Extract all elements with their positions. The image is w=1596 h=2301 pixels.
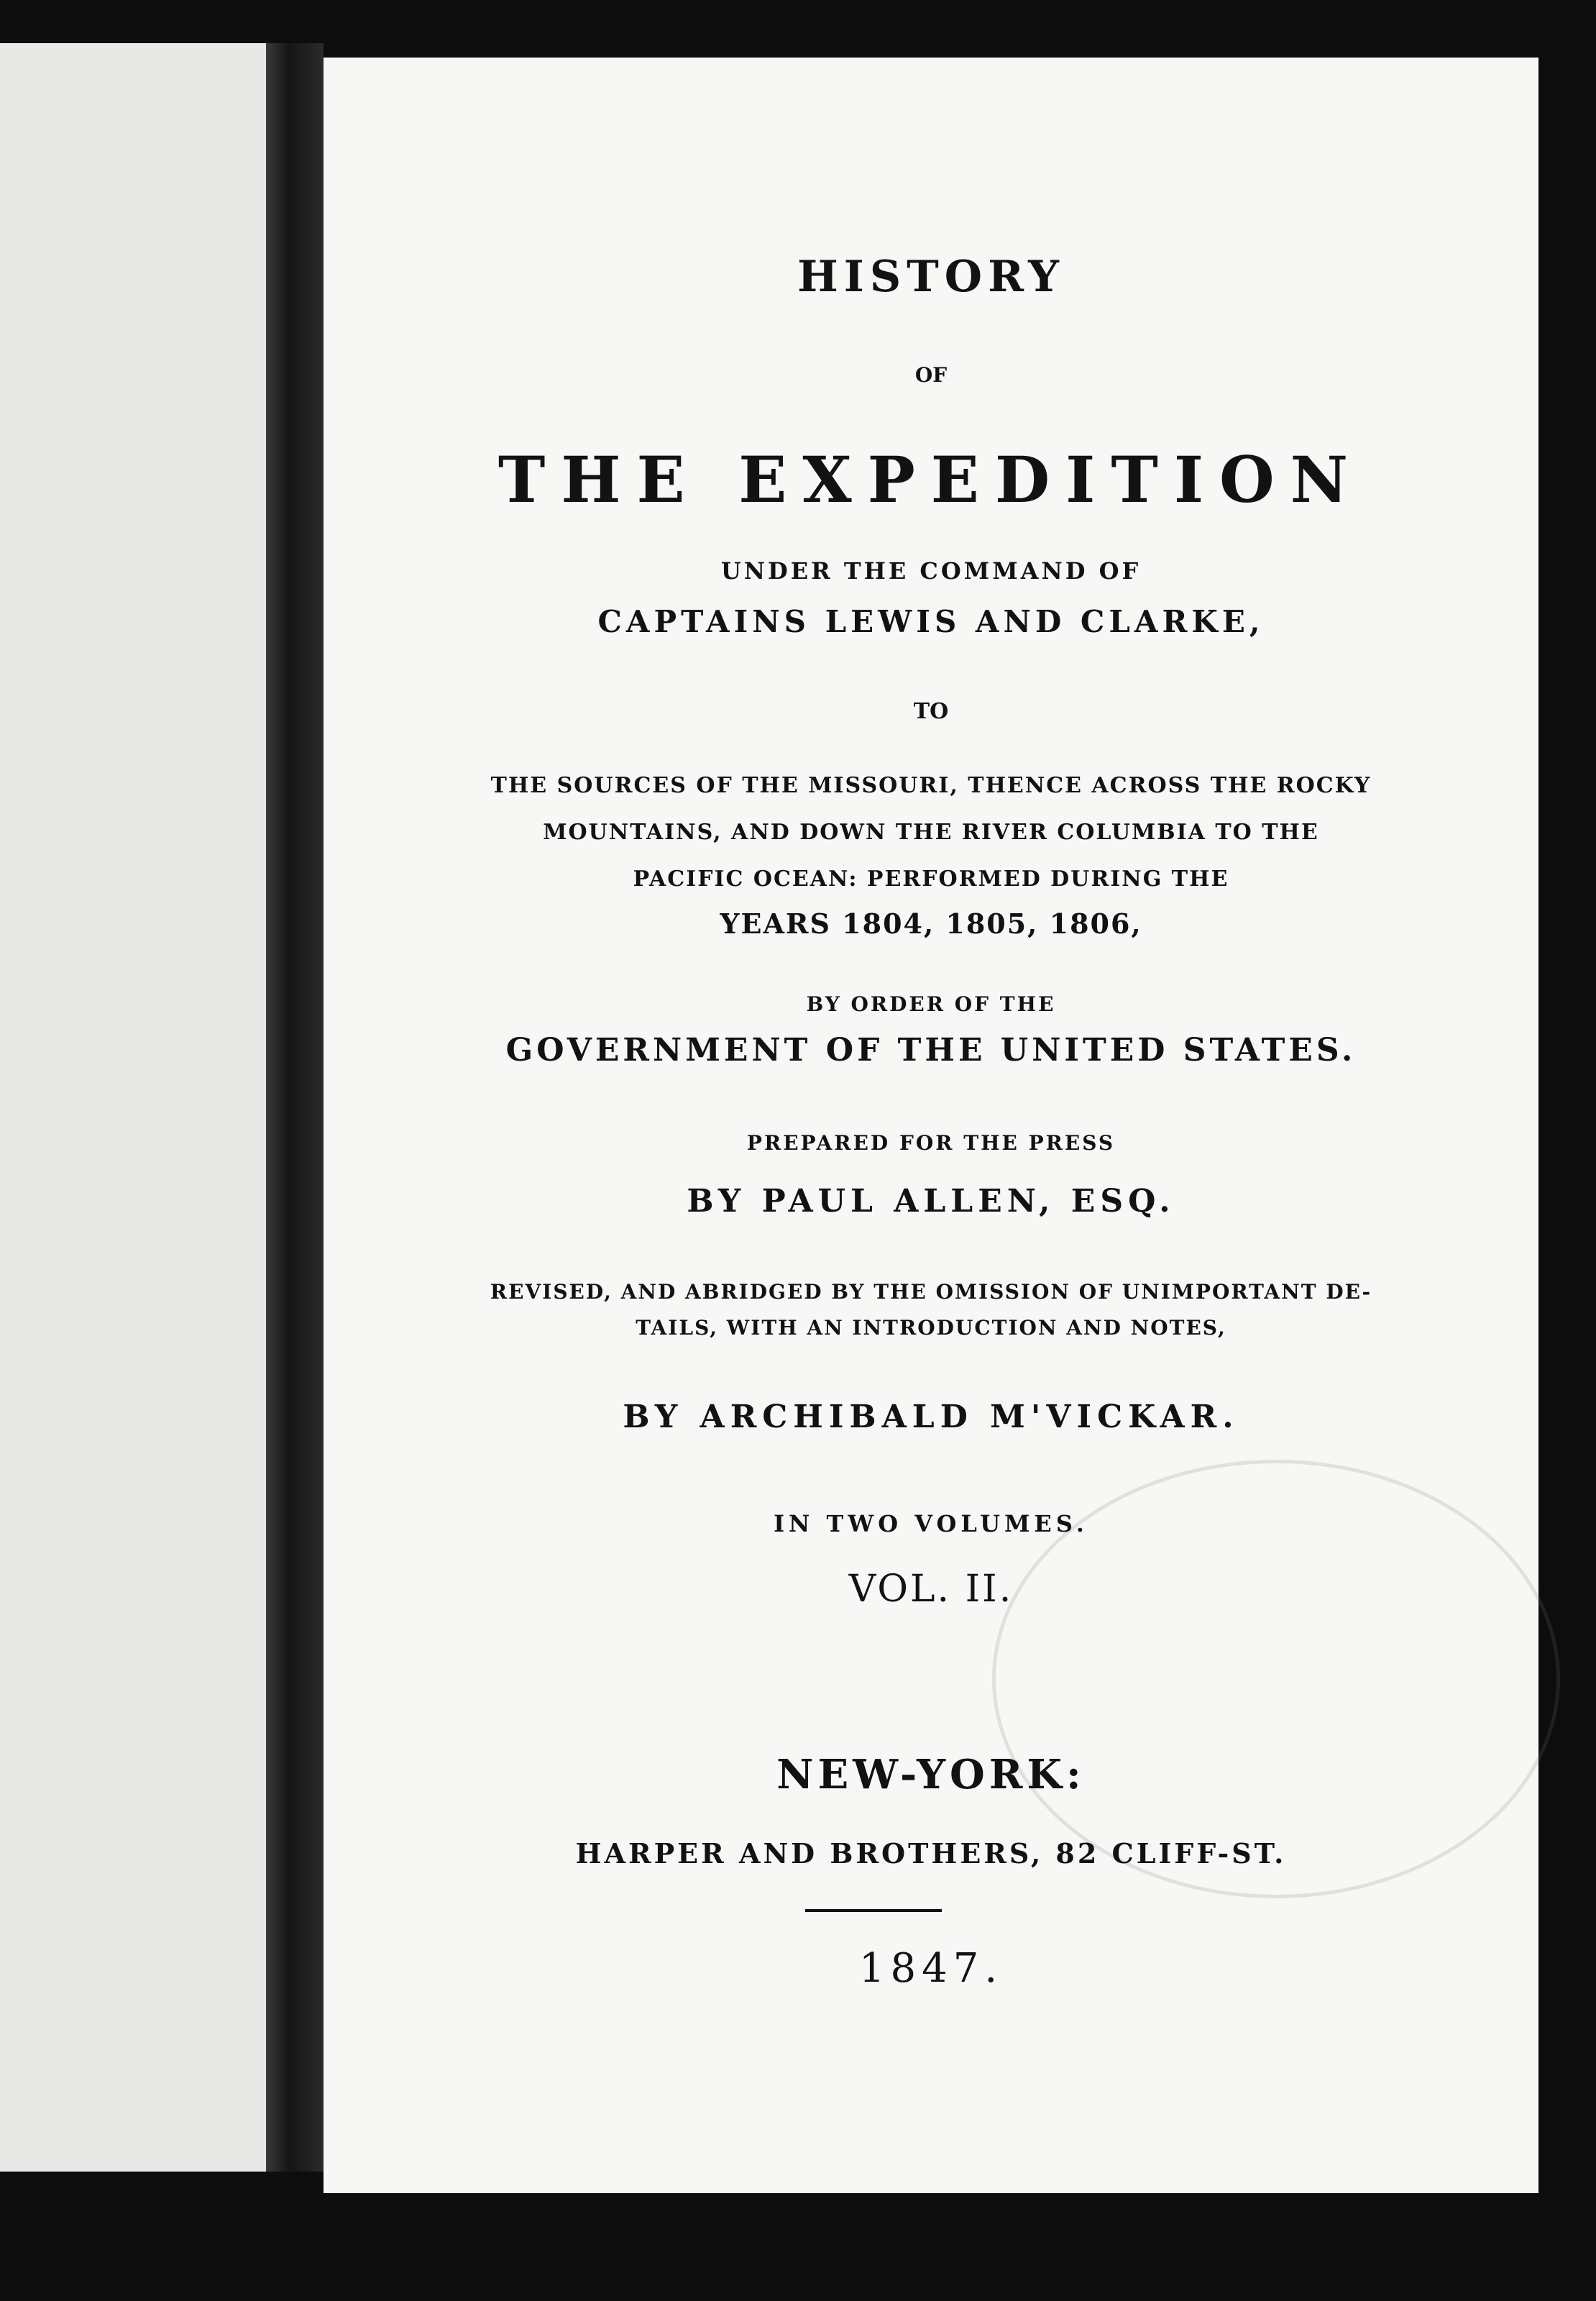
- place-line: NEW-YORK:: [776, 1751, 1086, 1798]
- prepared-line: PREPARED FOR THE PRESS: [746, 1131, 1116, 1155]
- subtitle-command: UNDER THE COMMAND OF: [720, 557, 1142, 585]
- paul-allen-line: BY PAUL ALLEN, ESQ.: [687, 1183, 1175, 1220]
- volumes-line: IN TWO VOLUMES.: [774, 1510, 1088, 1537]
- description-line-2: MOUNTAINS, AND DOWN THE RIVER COLUMBIA TO THE: [543, 820, 1319, 845]
- volume-number: VOL. II.: [848, 1568, 1014, 1611]
- title-main: THE EXPEDITION: [497, 442, 1365, 517]
- description-line-1: THE SOURCES OF THE MISSOURI, THENCE ACROSS THE ROCKY: [490, 773, 1372, 798]
- description-line-4: YEARS 1804, 1805, 1806,: [720, 907, 1142, 940]
- title-history: HISTORY: [797, 252, 1065, 302]
- mvickar-line: BY ARCHIBALD M'VICKAR.: [623, 1399, 1239, 1435]
- year-line: 1847.: [858, 1945, 1004, 1992]
- description-line-3: PACIFIC OCEAN: PERFORMED DURING THE: [633, 866, 1229, 892]
- divider-rule: [805, 1909, 942, 1912]
- publisher-line: HARPER AND BROTHERS, 82 CLIFF-ST.: [575, 1837, 1287, 1870]
- subtitle-to: TO: [913, 699, 949, 724]
- revised-line-1: REVISED, AND ABRIDGED BY THE OMISSION OF UNIMPORTANT DE-: [490, 1280, 1372, 1304]
- facing-page: [0, 43, 266, 2172]
- government-line: GOVERNMENT OF THE UNITED STATES.: [505, 1032, 1357, 1069]
- book-gutter: [266, 43, 324, 2172]
- revised-line-2: TAILS, WITH AN INTRODUCTION AND NOTES,: [636, 1316, 1226, 1340]
- subtitle-captains: CAPTAINS LEWIS AND CLARKE,: [597, 604, 1265, 639]
- by-order-line: BY ORDER OF THE: [806, 992, 1056, 1016]
- title-of: OF: [914, 363, 948, 387]
